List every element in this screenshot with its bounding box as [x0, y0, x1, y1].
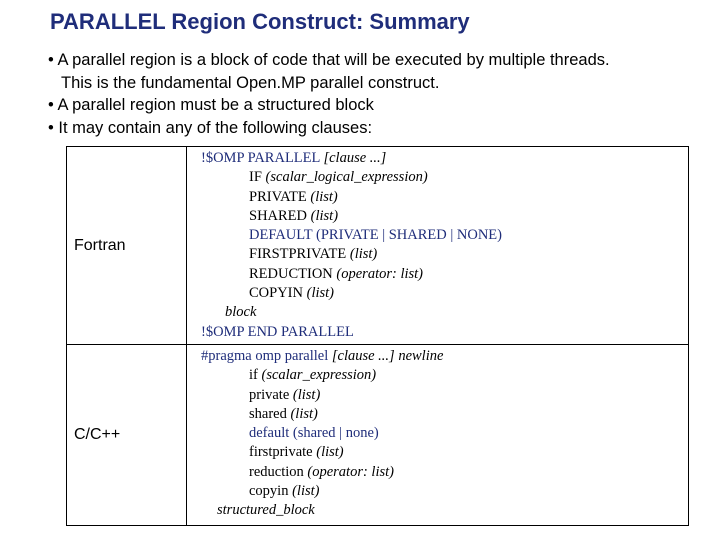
- code-line: [201, 168, 688, 187]
- code-line: DEFAULT (PRIVATE | SHARED | NONE): [249, 227, 502, 244]
- code-line: [201, 207, 688, 226]
- clause-keyword: IF: [249, 169, 262, 186]
- code-line: [201, 347, 688, 366]
- clause-keyword: firstprivate: [249, 444, 313, 461]
- directive-keyword: !$OMP PARALLEL: [201, 150, 320, 166]
- code-line: !$OMP END PARALLEL: [201, 323, 354, 340]
- bullet-item: • A parallel region must be a structured block: [48, 96, 374, 114]
- slide-title: PARALLEL Region Construct: Summary: [50, 9, 470, 34]
- clause-keyword: COPYIN: [249, 285, 303, 302]
- directive-arg: [clause ...]: [323, 150, 387, 166]
- code-line: [201, 463, 688, 482]
- clause-keyword: FIRSTPRIVATE: [249, 246, 347, 263]
- clause-keyword: copyin: [249, 483, 289, 500]
- code-line: [201, 366, 688, 385]
- clause-keyword: SHARED: [249, 207, 308, 224]
- code-line: [201, 188, 688, 207]
- clause-keyword: private: [249, 386, 290, 403]
- code-line: block: [225, 304, 257, 321]
- clause-keyword: shared: [249, 405, 287, 422]
- code-line: structured_block: [217, 502, 315, 519]
- bullet-list: [48, 49, 610, 139]
- clause-arg: (list): [310, 188, 338, 205]
- clause-arg: (operator: list): [336, 265, 423, 282]
- fortran-row: [67, 147, 689, 345]
- code-line: [201, 149, 688, 168]
- clause-keyword: PRIVATE: [249, 188, 307, 205]
- code-line: [201, 443, 688, 462]
- clause-keyword: if: [249, 367, 258, 384]
- clause-keyword: reduction: [249, 463, 304, 480]
- bullet-item-continuation: This is the fundamental Open.MP parallel construct.: [61, 73, 440, 92]
- clause-arg: (list): [306, 285, 334, 302]
- clause-arg: (list): [349, 246, 378, 263]
- clause-arg: (list): [290, 405, 318, 422]
- c-code: [187, 345, 689, 526]
- code-line: [201, 245, 688, 264]
- code-line: [201, 386, 688, 405]
- code-line: default (shared | none): [249, 425, 379, 442]
- clause-arg: (scalar_logical_expression): [265, 169, 428, 186]
- clause-arg: (operator: list): [307, 463, 394, 480]
- c-label: C/C++: [67, 345, 187, 526]
- clause-arg: (scalar_expression): [261, 367, 377, 384]
- bullet-item: • It may contain any of the following clauses:: [48, 118, 373, 137]
- clause-arg: (list): [292, 386, 321, 403]
- clause-keyword: REDUCTION: [249, 265, 333, 282]
- clause-arg: (list): [316, 444, 344, 461]
- clause-arg: (list): [292, 483, 320, 500]
- clause-arg: (list): [310, 207, 339, 224]
- directive-keyword: #pragma omp parallel: [201, 348, 329, 364]
- code-line: [201, 265, 688, 284]
- c-row: [67, 345, 689, 526]
- code-line: [201, 284, 688, 303]
- fortran-code: [187, 147, 689, 345]
- fortran-label: Fortran: [67, 147, 187, 345]
- syntax-table: [66, 146, 689, 526]
- directive-arg: [clause ...] newline: [331, 348, 444, 364]
- code-line: [201, 405, 688, 424]
- code-line: [201, 482, 688, 501]
- bullet-item: • A parallel region is a block of code that will be executed by multiple threads.: [48, 51, 610, 69]
